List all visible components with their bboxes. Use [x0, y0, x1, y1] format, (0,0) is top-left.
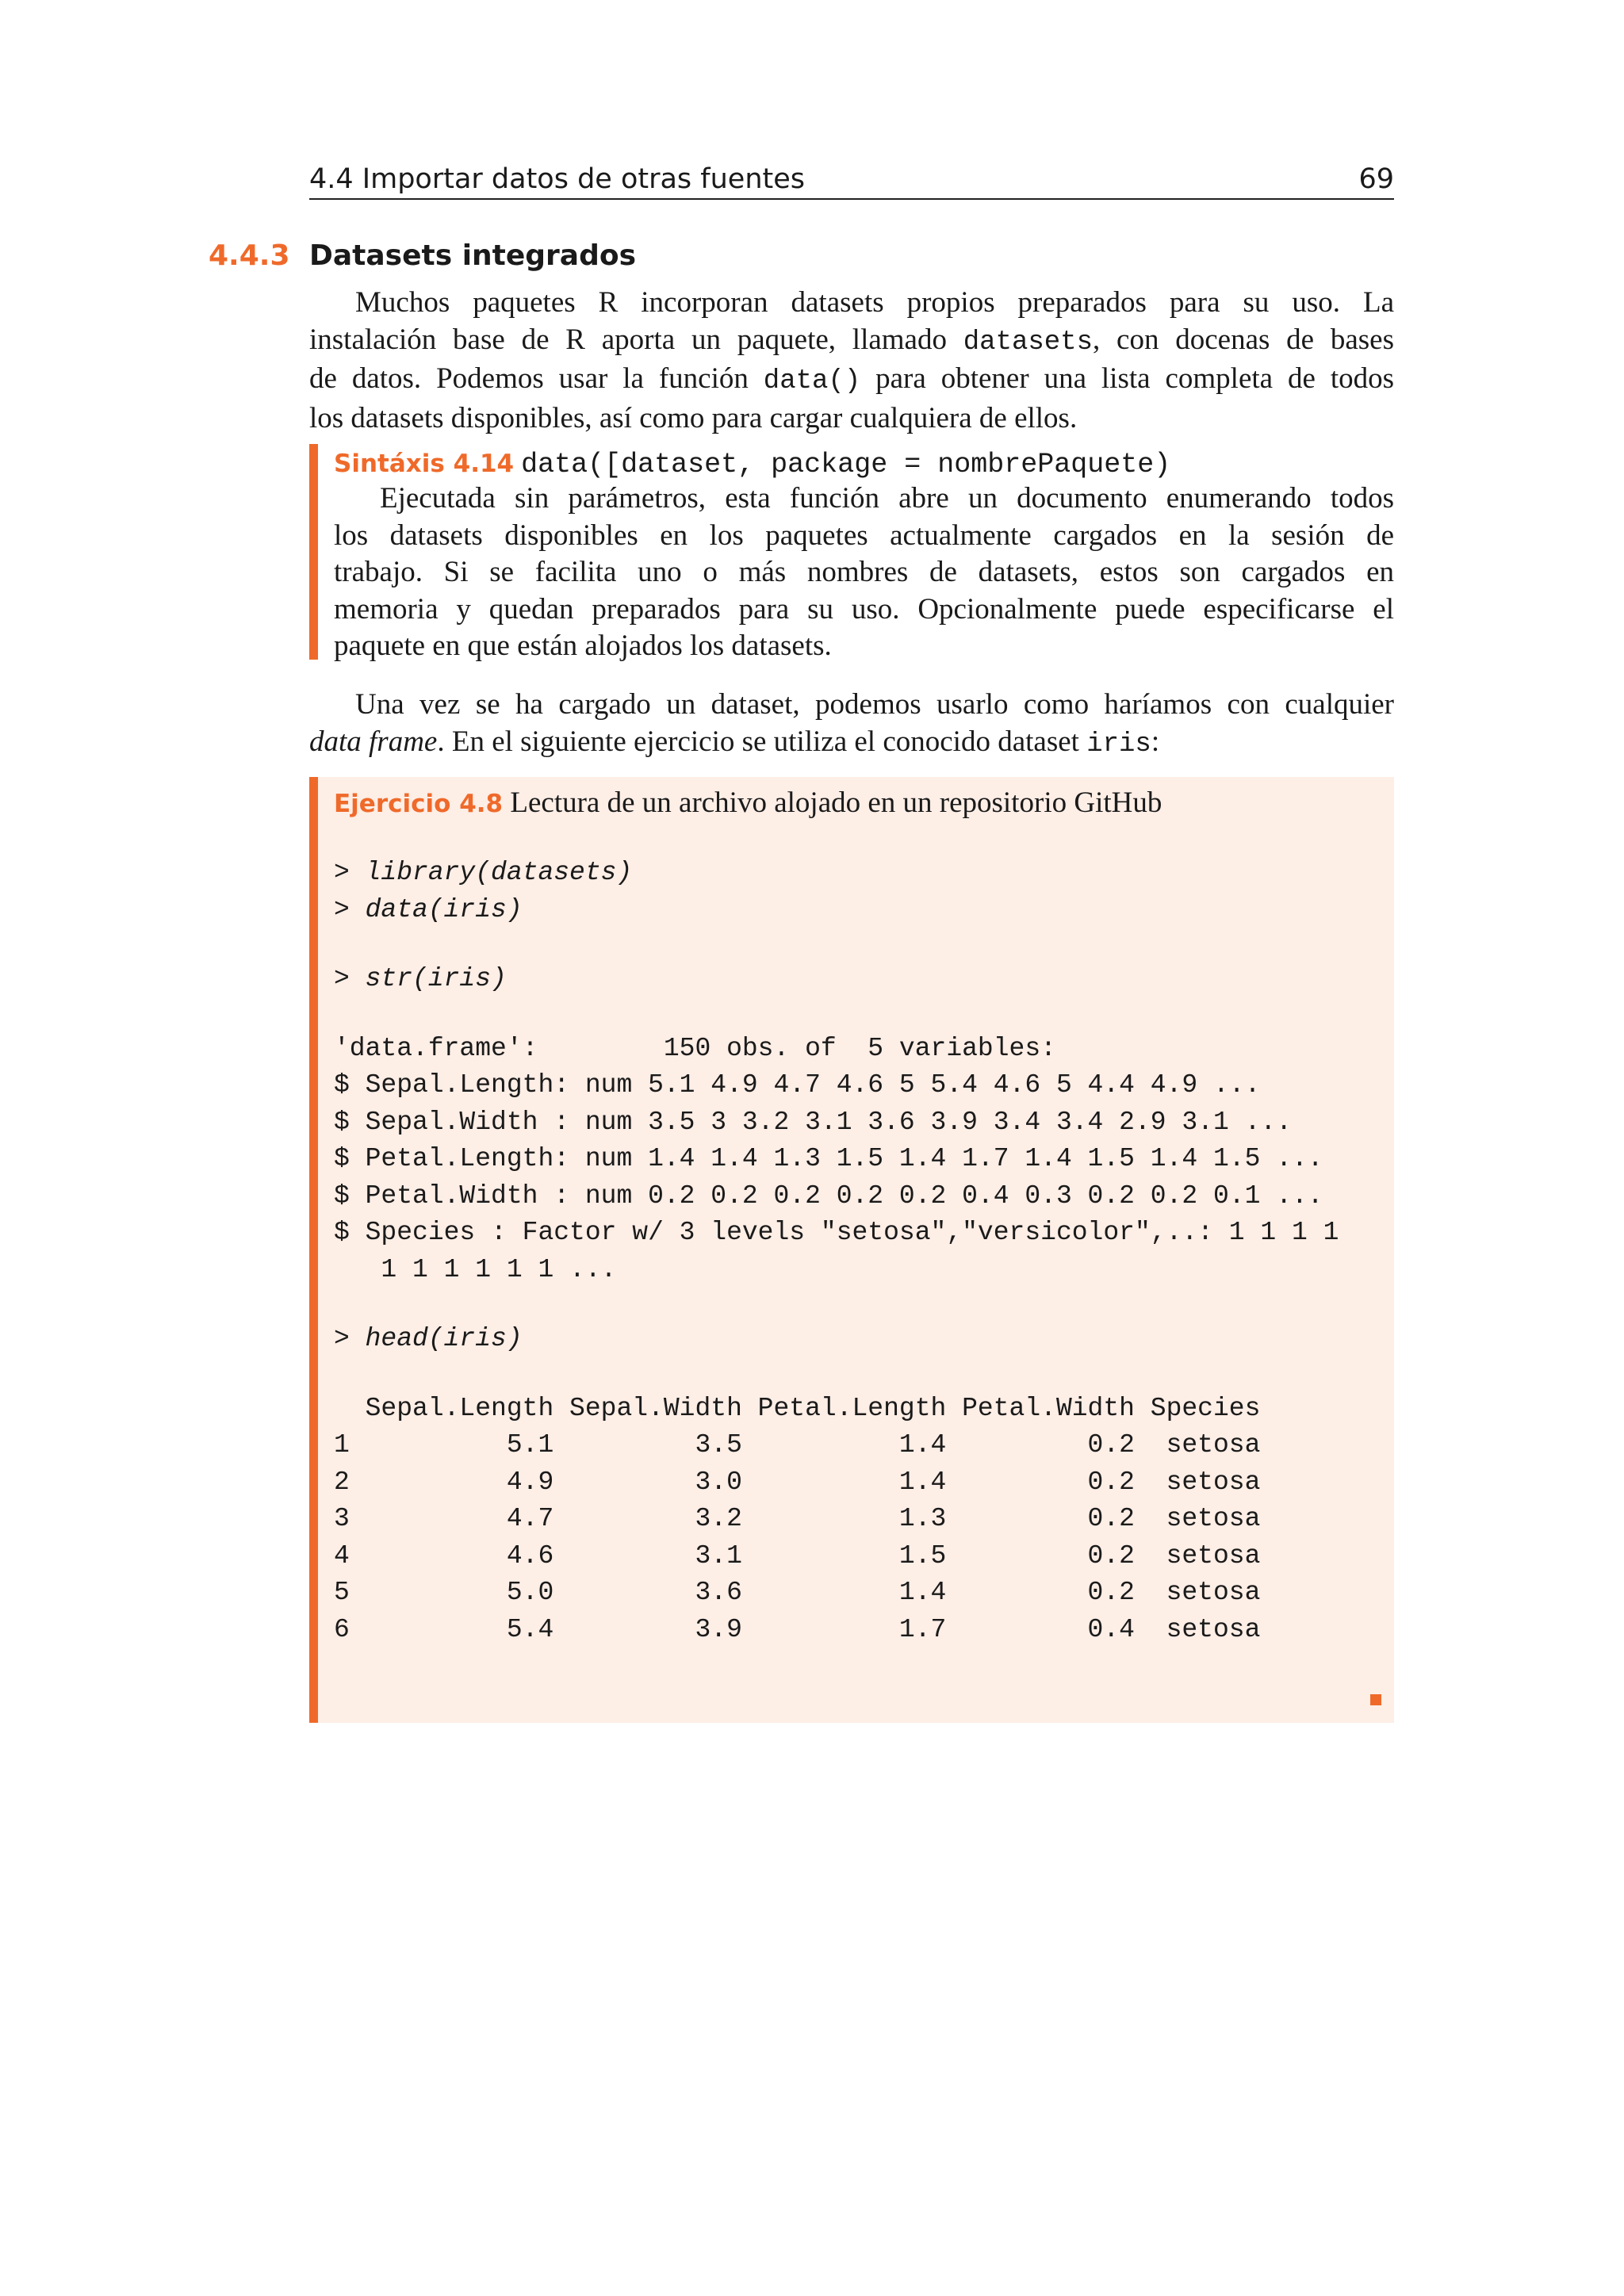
page-number: 69: [1358, 163, 1394, 195]
exercise-label: Ejercicio 4.8: [334, 790, 504, 818]
table-row: 3 4.7 3.2 1.3 0.2 setosa: [334, 1504, 1261, 1533]
text: :: [1151, 725, 1160, 758]
table-row: 6 5.4 3.9 1.7 0.4 setosa: [334, 1614, 1261, 1644]
end-of-exercise-mark: [1370, 1694, 1381, 1705]
syntax-signature: data([dataset, package = nombrePaquete): [521, 449, 1171, 480]
running-header: [309, 160, 1394, 200]
syntax-label: Sintáxis 4.14: [334, 450, 515, 478]
inline-code: datasets: [963, 327, 1093, 358]
text: Una vez se ha cargado un dataset, podemos usarlo como haríamos con cualquier: [355, 688, 1394, 721]
syntax-line: los datasets disponibles en los paquetes actualmente cargados en la sesión de: [334, 519, 1394, 552]
syntax-box: [309, 444, 1394, 660]
paragraph-line: [309, 687, 1394, 724]
code-output-line: 'data.frame': 150 obs. of 5 variables:: [334, 1033, 1056, 1063]
text: los datasets disponibles, así como para cargar cualquiera de ellos.: [309, 401, 1078, 434]
paragraph-line: [309, 361, 1394, 400]
iris-paragraph: [309, 687, 1394, 763]
text: , con docenas de bases: [1093, 323, 1395, 356]
text: Ejecutada sin parámetros, esta función abre un documento enumerando todos: [380, 482, 1394, 515]
code-output-line: $ Sepal.Width : num 3.5 3 3.2 3.1 3.6 3.9 3.4 3.4 2.9 3.1 ...: [334, 1107, 1292, 1137]
code-command: > str(iris): [334, 964, 507, 993]
syntax-line: [334, 480, 1394, 518]
code-output-line: $ Petal.Width : num 0.2 0.2 0.2 0.2 0.2 0.4 0.3 0.2 0.2 0.1 ...: [334, 1181, 1323, 1211]
text: de datos. Podemos usar la función: [309, 362, 764, 395]
table-header-row: Sepal.Length Sepal.Width Petal.Length Petal.Width Species: [334, 1393, 1261, 1423]
str-output: [334, 1031, 1394, 1289]
intro-paragraph: [309, 285, 1394, 437]
text: para obtener una lista completa de todos: [860, 362, 1394, 395]
code-command: > head(iris): [334, 1324, 523, 1353]
text: instalación base de R aporta un paquete, llamado: [309, 323, 963, 356]
section-heading: [0, 239, 1624, 279]
running-header-title: 4.4 Importar datos de otras fuentes: [309, 163, 805, 195]
table-row: 5 5.0 3.6 1.4 0.2 setosa: [334, 1578, 1261, 1607]
code-output-line: $ Petal.Length: num 1.4 1.4 1.3 1.5 1.4 1.7 1.4 1.5 1.4 1.5 ...: [334, 1144, 1323, 1173]
code-output-line: $ Species : Factor w/ 3 levels "setosa","versicolor",..: 1 1 1 1: [334, 1218, 1339, 1247]
code-output-line: 1 1 1 1 1 1 ...: [334, 1254, 617, 1284]
paragraph-line: [309, 724, 1394, 763]
section-title: Datasets integrados: [309, 239, 637, 272]
paragraph-line: [309, 285, 1394, 322]
inline-code: iris: [1086, 729, 1151, 760]
code-output-line: $ Sepal.Length: num 5.1 4.9 4.7 4.6 5 5.4 4.6 5 4.4 4.9 ...: [334, 1070, 1261, 1100]
exercise-box: [309, 777, 1394, 1723]
code-command: > data(iris): [334, 894, 523, 924]
exercise-title: Lectura de un archivo alojado en un repositorio GitHub: [510, 786, 1162, 819]
paragraph-line: [309, 322, 1394, 362]
section-number: 4.4.3: [209, 239, 290, 272]
exercise-heading: [334, 785, 1394, 822]
table-row: 1 5.1 3.5 1.4 0.2 setosa: [334, 1430, 1261, 1460]
table-row: 4 4.6 3.1 1.5 0.2 setosa: [334, 1540, 1261, 1571]
text: Muchos paquetes R incorporan datasets propios preparados para su uso. La: [355, 286, 1394, 319]
syntax-description: [334, 480, 1394, 665]
emphasis: data frame: [309, 725, 438, 758]
head-output-table: [334, 1391, 1394, 1649]
syntax-line: memoria y quedan preparados para su uso. Opcionalmente puede especificarse el: [334, 592, 1394, 626]
table-row: 2 4.9 3.0 1.4 0.2 setosa: [334, 1467, 1261, 1497]
syntax-heading: [334, 444, 1394, 480]
syntax-line: trabajo. Si se facilita uno o más nombres de datasets, estos son cargados en: [334, 556, 1394, 588]
text: . En el siguiente ejercicio se utiliza el conocido dataset: [437, 725, 1087, 758]
inline-code: data(): [763, 366, 861, 396]
paragraph-line: [309, 400, 1394, 438]
code-command: > library(datasets): [334, 858, 633, 887]
syntax-line: paquete en que están alojados los datasets.: [334, 629, 832, 662]
